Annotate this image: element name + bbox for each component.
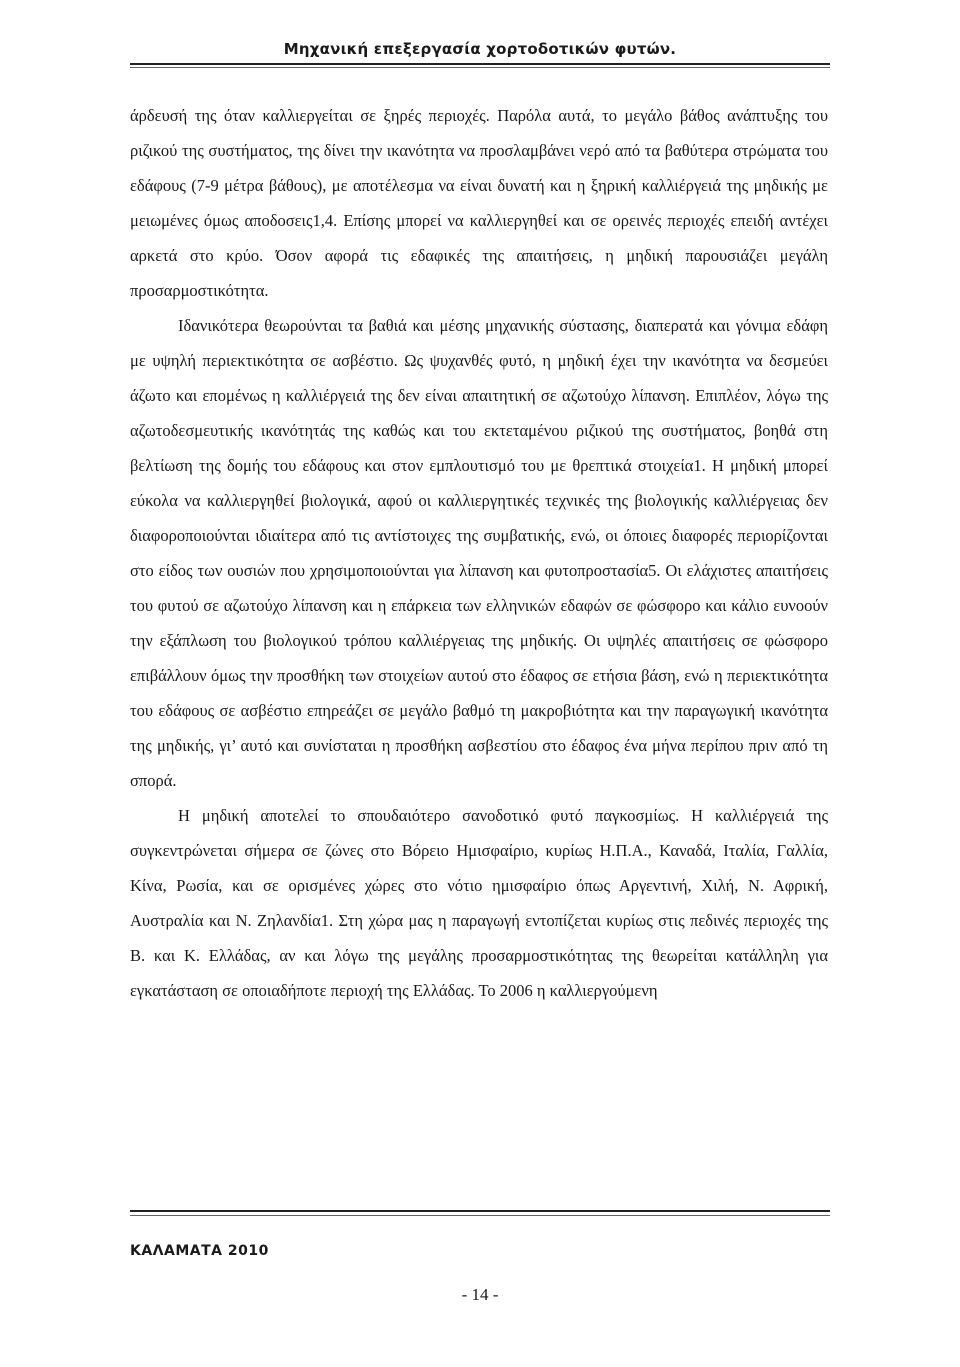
running-header-title: Μηχανική επεξεργασία χορτοδοτικών φυτών. [283, 40, 677, 58]
paragraph-3: Η μηδική αποτελεί το σπουδαιότερο σανοδοτικό φυτό παγκοσμίως. Η καλλιέργειά της συγκεντρώνεται σήμερα σε ζώνες στο Βόρειο Ημισφαίριο, κυρίως Η.Π.Α., Καναδά, Ιταλία, Γαλλία, Κίνα, Ρωσία, και σε ορισμένες χώρες στο νότιο ημισφαίριο όπως Αργεντινή, Χιλή, Ν. Αφρική, Αυστραλία και Ν. Ζηλανδία1. Στη χώρα μας η παραγωγή εντοπίζεται κυρίως στις πεδινές περιοχές της Β. και Κ. Ελλάδας, αν και λόγω της μεγάλης προσαρμοστικότητας της θεωρείται κατάλληλη για εγκατάσταση σε οποιαδήποτε περιοχή της Ελλάδας. Το 2006 η καλλιεργούμενη [130, 806, 828, 1000]
footer-rule [130, 1210, 830, 1212]
footer-rule-thin [130, 1215, 830, 1216]
paragraph-2: Ιδανικότερα θεωρούνται τα βαθιά και μέσης μηχανικής σύστασης, διαπερατά και γόνιμα εδάφη με υψηλή περιεκτικότητα σε ασβέστιο. Ως ψυχανθές φυτό, η μηδική έχει την ικανότητα να δεσμεύει άζωτο και επομένως η καλλιέργειά της δεν είναι απαιτητική σε αζωτούχο λίπανση. Επιπλέον, λόγω της αζωτοδεσμευτικής ικανότητάς της καθώς και του εκτεταμένου ριζικού της συστήματος, βοηθά στη βελτίωση της δομής του εδάφους και στον εμπλουτισμό του με θρεπτικά στοιχεία1. Η μηδική μπορεί εύκολα να καλλιεργηθεί βιολογικά, αφού οι καλλιεργητικές τεχνικές της βιολογικής καλλιέργειας δεν διαφοροποιούνται ιδιαίτερα από τις αντίστοιχες της συμβατικής, ενώ, οι όποιες διαφορές περιορίζονται στο είδος των ουσιών που χρησιμοποιούνται για λίπανση και φυτοπροστασία5. Οι ελάχιστες απαιτήσεις του φυτού σε αζωτούχο λίπανση και η επάρκεια των ελληνικών εδαφών σε φώσφορο και κάλιο ευνοούν την εξάπλωση του βιολογικού τρόπου καλλιέργειας της μηδικής. Οι υψηλές απαιτήσεις σε φώσφορο επιβάλλουν όμως την προσθήκη των στοιχείων αυτού στο έδαφος σε ετήσια βάση, ενώ η περιεκτικότητα του εδάφους σε ασβέστιο επηρεάζει σε μεγάλο βαθμό τη μακροβιότητα και την παραγωγική ικανότητα της μηδικής, γι’ αυτό και συνίσταται η προσθήκη ασβεστίου στο έδαφος ένα μήνα περίπου πριν από τη σπορά. [130, 316, 828, 790]
paragraph-1: άρδευσή της όταν καλλιεργείται σε ξηρές περιοχές. Παρόλα αυτά, το μεγάλο βάθος ανάπτυξης του ριζικού της συστήματος, της δίνει την ικανότητα να προσλαμβάνει νερό από τα βαθύτερα στρώματα του εδάφους (7-9 μέτρα βάθους), με αποτέλεσμα να είναι δυνατή και η ξηρική καλλιέργειά της μηδικής με μειωμένες όμως αποδοσεις1,4. Επίσης μπορεί να καλλιεργηθεί και σε ορεινές περιοχές επειδή αντέχει αρκετά στο κρύο. Όσον αφορά τις εδαφικές της απαιτήσεις, η μηδική παρουσιάζει μεγάλη προσαρμοστικότητα. [130, 106, 828, 300]
page-number: - 14 - [461, 1285, 499, 1304]
header-rule-thin [130, 67, 830, 68]
body-text [130, 98, 828, 1008]
header-rule [130, 63, 830, 65]
footer-location-year: ΚΑΛΑΜΑΤΑ 2010 [130, 1243, 269, 1259]
